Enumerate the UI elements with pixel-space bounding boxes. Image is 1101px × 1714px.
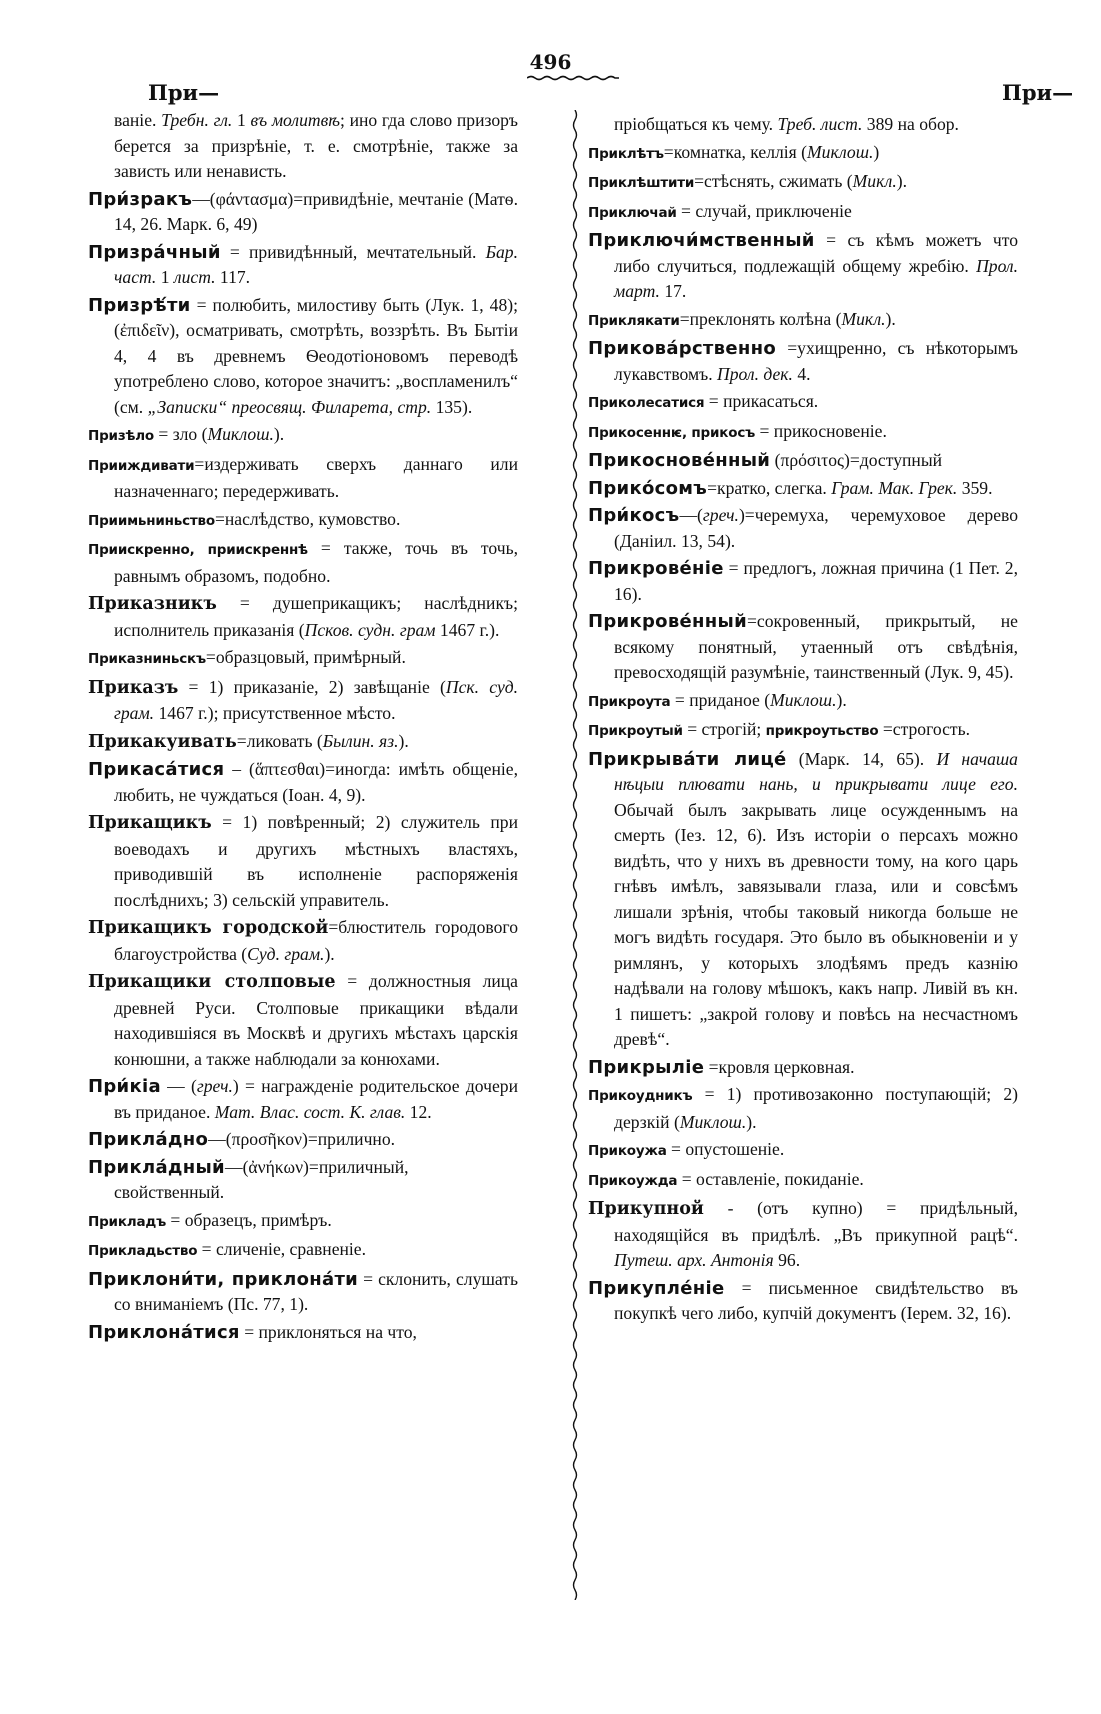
entry-headword: Прикрове́ніе: [588, 558, 724, 579]
entry-citation: греч.: [702, 505, 739, 525]
entry-headword: Прикакуивать: [88, 731, 237, 752]
dictionary-entry: [88, 240, 518, 291]
dictionary-entry: [588, 1137, 1018, 1165]
entry-citation: Миклош.: [770, 689, 837, 710]
dictionary-entry: [588, 1055, 1018, 1081]
entry-headword: Приклѣтъ: [588, 145, 664, 162]
entry-definition: = строгій;: [682, 719, 766, 739]
entry-definition: =преклонять колѣна (: [679, 308, 842, 329]
entry-definition: = должностныя лица древней Руси. Столповые прикащики вѣдали находившіяся въ Москвѣ и другихъ мѣстахъ царскія конюшни, а также наблюдали за конюхами.: [114, 971, 518, 1069]
entry-citation: Миклош.: [679, 1111, 747, 1132]
entry-headword: Прикащикъ: [88, 813, 212, 833]
entry-citation: Микл.: [852, 171, 897, 191]
entry-definition: 1: [232, 110, 251, 130]
entry-definition: =строгость.: [878, 719, 970, 739]
entry-definition: – (ἅπτεσθαι)=иногда: имѣть общеніе, любить, не чуждаться (Іоан. 4, 9).: [114, 759, 518, 805]
entry-citation: И начаша нѣцыи плювати нань, и прикрывати лице его.: [614, 748, 1018, 794]
dictionary-entry: [88, 729, 518, 756]
entry-definition: = привидѣнный, мечтательный.: [220, 241, 486, 262]
entry-definition: = 1) повѣренный; 2) служитель при воеводахъ и другихъ мѣстныхъ властяхъ, приводившій въ исполненіе распоряженія послѣднихъ; 3) сельскій управитель.: [114, 812, 518, 910]
entry-headword: Прикладьство: [88, 1243, 198, 1259]
entry-citation: Пск. суд. грам.: [114, 676, 518, 723]
dictionary-entry: [588, 688, 1018, 716]
entry-citation: Треб. лист.: [777, 114, 863, 134]
entry-citation: Суд. грам.: [247, 943, 325, 964]
entry-citation: Прол. март.: [614, 255, 1018, 301]
entry-definition: = прикасаться.: [704, 391, 819, 411]
entry-definition: =наслѣдство, кумовство.: [214, 508, 401, 529]
entry-definition: 1: [156, 267, 174, 287]
entry-definition: ).: [398, 730, 409, 751]
entry-citation: Путеш. арх. Антонія: [614, 1250, 774, 1270]
entry-headword: Прикащикъ городской: [88, 918, 329, 938]
entry-headword: Прикла́дно: [88, 1129, 209, 1150]
dictionary-entry: [88, 969, 518, 1072]
entry-headword: Призрѣ́ти: [88, 294, 191, 316]
dictionary-entry: [588, 556, 1018, 607]
dictionary-entry: [588, 307, 1018, 335]
entry-definition: ).: [896, 171, 908, 191]
entry-definition: = приклоняться на что,: [239, 1321, 417, 1342]
entry-definition: 4.: [792, 363, 811, 384]
entry-definition: —(φάντασμα)=привидѣніе, мечтаніе (Матѳ. 14, 26. Марк. 6, 49): [114, 188, 518, 234]
entry-continuation: [88, 108, 518, 185]
entry-definition: = также, точь въ точь, равнымъ образомъ, подобно.: [114, 538, 518, 586]
entry-headword: Приискренно, приискреннѣ: [88, 542, 308, 558]
dictionary-entry: [588, 140, 1018, 168]
entry-definition: = оставленіе, покиданіе.: [677, 1168, 864, 1189]
entry-definition: )=черемуха, черемуховое дерево (Даніил. 13, 54).: [614, 505, 1018, 551]
entry-continuation: [588, 112, 1018, 138]
entry-definition: 135).: [431, 396, 473, 417]
entry-definition: —(προσῆκον)=прилично.: [208, 1129, 396, 1149]
dictionary-entry: [588, 476, 1018, 502]
entry-definition: ).: [885, 308, 896, 329]
entry-headword: Прииждивати: [88, 457, 195, 474]
entry-definition: =ликовать (: [236, 730, 323, 751]
entry-headword: Прикупной: [588, 1199, 704, 1219]
entry-citation: Миклош.: [807, 141, 874, 162]
entry-definition: = прикосновеніе.: [755, 420, 887, 441]
entry-definition: = письменное свидѣтельство въ покупкѣ чего либо, купчій документъ (Іерем. 32, 16).: [614, 1277, 1018, 1323]
entry-headword: Прикрове́нный: [588, 611, 747, 632]
entry-definition: 17.: [659, 281, 687, 301]
dictionary-entry: [88, 675, 518, 727]
dictionary-entry: [588, 717, 1018, 745]
entry-definition: =блюститель городового благоустройства (: [114, 917, 518, 964]
entry-definition: =комнатка, келлія (: [663, 141, 808, 162]
entry-citation: Былин. яз.: [322, 730, 399, 751]
entry-definition: = 1) приказаніе, 2) завѣщаніе (: [178, 676, 446, 697]
entry-definition: (Марк. 14, 65).: [786, 748, 937, 769]
entry-definition: =кровля церковная.: [704, 1056, 855, 1077]
entry-headword: Приклѣштити: [588, 175, 695, 191]
entry-definition: ; ино гда слово призоръ берется за призрѣніе, т. е. смотрѣніе, также за зависть или ненависть.: [114, 110, 519, 181]
entry-headword: Прикащики столповые: [88, 972, 336, 992]
entry-headword: Приимьниньство: [88, 512, 215, 529]
entry-citation: Бар. част.: [114, 241, 518, 287]
dictionary-entry: [588, 747, 1018, 1053]
dictionary-entry: [88, 810, 518, 913]
entry-definition: 1467 г.).: [435, 619, 500, 640]
dictionary-entry: [88, 507, 518, 535]
entry-definition: =стѣснять, сжимать (: [694, 171, 853, 191]
entry-definition: ): [873, 141, 880, 162]
dictionary-entry: [88, 452, 518, 505]
entry-definition: 96.: [773, 1250, 801, 1270]
entry-citation: Грам. Мак. Грек.: [831, 477, 958, 498]
entry-headword: Прикова́рственно: [588, 338, 777, 359]
entry-citation: Миклош.: [207, 424, 274, 444]
entry-headword: Приказникъ: [88, 594, 217, 614]
dictionary-entry: [588, 1276, 1018, 1327]
entry-headword: Приклякати: [588, 312, 680, 329]
entry-headword: Приказниньскъ: [88, 651, 206, 667]
entry-citation: „Записки“ преосвящ. Филарета, стр.: [147, 396, 432, 417]
entry-definition: =ухищренно, съ нѣкоторымъ лукавствомъ.: [614, 338, 1018, 384]
entry-headword: При́зракъ: [88, 188, 193, 210]
entry-definition: = опустошеніе.: [666, 1139, 785, 1159]
dictionary-entry: [88, 1208, 518, 1236]
entry-definition: = образецъ, примѣръ.: [166, 1209, 332, 1230]
dictionary-entry: [88, 1074, 518, 1125]
entry-citation: Требн. гл.: [161, 110, 233, 130]
entry-definition: = съ кѣмъ можетъ что либо случиться, подлежащій общему жребію.: [614, 230, 1018, 276]
entry-headword: Приклона́тися: [88, 1321, 240, 1343]
entry-definition: пріобщаться къ чему.: [614, 114, 778, 134]
entry-definition: —(ἀνήκων)=приличный, свойственный.: [114, 1156, 409, 1202]
entry-headword: При́косъ: [588, 505, 680, 526]
entry-citation: Псков. судн. грам: [304, 619, 436, 640]
page-number: 496: [529, 50, 572, 74]
dictionary-entry: [588, 1167, 1018, 1195]
dictionary-entry: [88, 1267, 518, 1318]
dictionary-entry: [88, 422, 518, 450]
entry-headword: Приказъ: [88, 677, 179, 698]
entry-citation: Микл.: [841, 308, 886, 329]
entry-definition: Обычай былъ закрывать лице осужденнымъ на смерть (Іез. 12, 6). Изъ исторіи о персахъ можно видѣть, что у нихъ въ древности тому, на кого царь гнѣвъ имѣлъ, завязывали глаза, или и совсѣмъ лишали зрѣнія, чтобы таковый никогда больше не могъ видѣть государя. Это было въ обыкновеніи и у римлянъ, у которыхъ злодѣямъ предъ казнію надѣвали на голову мѣшокъ, какъ напр. Ливій въ кн. 1 пишетъ: „закрой голову и повѣсь на несчастномъ древѣ“.: [614, 799, 1018, 1049]
entry-headword: Прикосеннѥ, прикосъ: [588, 424, 756, 441]
entry-citation: греч.: [196, 1076, 233, 1096]
entry-definition: —(: [679, 505, 703, 525]
dictionary-entry: [88, 536, 518, 589]
left-column: [88, 108, 518, 1347]
entry-definition: = 1) противозаконно поступающій; 2) дерзкій (: [614, 1084, 1018, 1132]
entry-definition: ).: [324, 943, 335, 964]
entry-definition: = душеприкащикъ; наслѣдникъ; исполнитель приказанія (: [114, 593, 518, 640]
dictionary-entry: [588, 419, 1018, 447]
dictionary-entry: [88, 915, 518, 967]
entry-definition: 359.: [957, 477, 993, 498]
entry-definition: = склонить, слушать со вниманіемъ (Пс. 77, 1).: [114, 1268, 518, 1314]
entry-headword: Прико́сомъ: [588, 477, 708, 499]
entry-definition: =издерживать сверхъ даннаго или назначеннаго; передерживать.: [114, 453, 518, 501]
entry-definition: = зло (: [153, 424, 208, 444]
dictionary-entry: [588, 609, 1018, 686]
entry-headword: Прикроутый: [588, 723, 683, 739]
entry-definition: = сличеніе, сравненіе.: [197, 1239, 367, 1259]
entry-headword: Прикоснове́нный: [588, 450, 771, 471]
entry-definition: = случай, приключеніе: [676, 200, 852, 221]
dictionary-entry: [588, 228, 1018, 305]
running-head-right: При—: [1002, 80, 1074, 105]
entry-headword: Прикрыліе: [588, 1056, 705, 1078]
entry-headword: Приклони́ти, приклона́ти: [88, 1268, 359, 1290]
entry-definition: =кратко, слегка.: [707, 477, 832, 498]
dictionary-entry: [588, 199, 1018, 227]
dictionary-entry: [88, 757, 518, 808]
entry-definition: 1467 г.); присутственное мѣсто.: [154, 703, 396, 723]
entry-headword: Прикладъ: [88, 1213, 167, 1230]
entry-citation: лист.: [173, 267, 216, 287]
entry-definition: (πρόσιτος)=доступный: [770, 450, 943, 470]
entry-definition: 12.: [405, 1101, 432, 1122]
dictionary-entry: [88, 187, 518, 238]
entry-subheadword: прикроутьство: [765, 723, 879, 739]
dictionary-entry: [88, 1127, 518, 1153]
dictionary-entry: [588, 1196, 1018, 1274]
dictionary-entry: [588, 1082, 1018, 1135]
entry-headword: Прикаса́тися: [88, 759, 225, 780]
entry-headword: Приколесатися: [588, 395, 705, 411]
entry-headword: Призра́чный: [88, 241, 221, 263]
dictionary-entry: [88, 293, 518, 421]
entry-headword: Прикла́дный: [88, 1156, 225, 1178]
entry-definition: = предлогъ, ложная причина (1 Пет. 2, 16).: [614, 558, 1018, 604]
entry-definition: ).: [273, 424, 285, 444]
entry-headword: Прикоужа: [588, 1143, 667, 1159]
dictionary-entry: [588, 169, 1018, 197]
entry-headword: Приключи́мственный: [588, 230, 815, 251]
entry-headword: Прикрыва́ти лице́: [588, 748, 787, 770]
entry-headword: Прикоудникъ: [588, 1088, 693, 1104]
entry-definition: - (отъ купно) = придѣльный, находящійся въ придѣлѣ. „Въ прикупной рацѣ“.: [614, 1198, 1018, 1245]
dictionary-entry: [88, 1237, 518, 1265]
entry-definition: =сокровенный, прикрытый, не всякому понятный, утаенный отъ свѣдѣнія, превосходящій разумѣніе, таинственный (Лук. 9, 45).: [614, 611, 1018, 682]
running-head-left: При—: [148, 80, 220, 105]
entry-definition: =образцовый, примѣрный.: [205, 647, 406, 667]
entry-definition: ваніе.: [114, 110, 162, 130]
column-divider: [571, 110, 579, 1600]
entry-definition: 117.: [215, 267, 251, 287]
dictionary-entry: [588, 503, 1018, 554]
entry-headword: Прикупле́ніе: [588, 1277, 725, 1299]
dictionary-entry: [588, 389, 1018, 417]
dictionary-entry: [588, 336, 1018, 387]
page-number-underline: [527, 75, 619, 81]
entry-definition: ) = награжденіе родительское дочери въ приданое.: [114, 1076, 518, 1122]
entry-definition: = приданое (: [670, 689, 771, 710]
dictionary-entry: [88, 1320, 518, 1346]
entry-citation: въ молитвѣ: [250, 110, 340, 130]
entry-definition: 389 на обор.: [862, 114, 959, 134]
entry-definition: ).: [746, 1111, 757, 1132]
entry-headword: Приключай: [588, 204, 677, 221]
dictionary-entry: [88, 645, 518, 673]
dictionary-entry: [588, 448, 1018, 474]
entry-definition: ).: [836, 689, 847, 710]
entry-headword: Призѣло: [88, 428, 154, 444]
entry-headword: Прикроута: [588, 693, 671, 710]
entry-citation: Прол. дек.: [717, 363, 793, 384]
entry-citation: Мат. Влас. сост. К. глав.: [214, 1101, 406, 1122]
entry-headword: Прикоужда: [588, 1172, 678, 1189]
right-column: [588, 112, 1018, 1329]
dictionary-entry: [88, 1155, 518, 1206]
entry-definition: = полюбить, милостиву быть (Лук. 1, 48); (ἐπιδεῖν), осматривать, смотрѣть, воззрѣть. Въ Бытіи 4, 4 въ древнемъ Ѳеодотіоновомъ переводѣ употреблено слово, которое значитъ: „воспламенилъ“ (см.: [114, 294, 518, 417]
entry-definition: — (: [160, 1076, 197, 1096]
dictionary-entry: [88, 591, 518, 643]
entry-headword: При́кіа: [88, 1076, 161, 1097]
